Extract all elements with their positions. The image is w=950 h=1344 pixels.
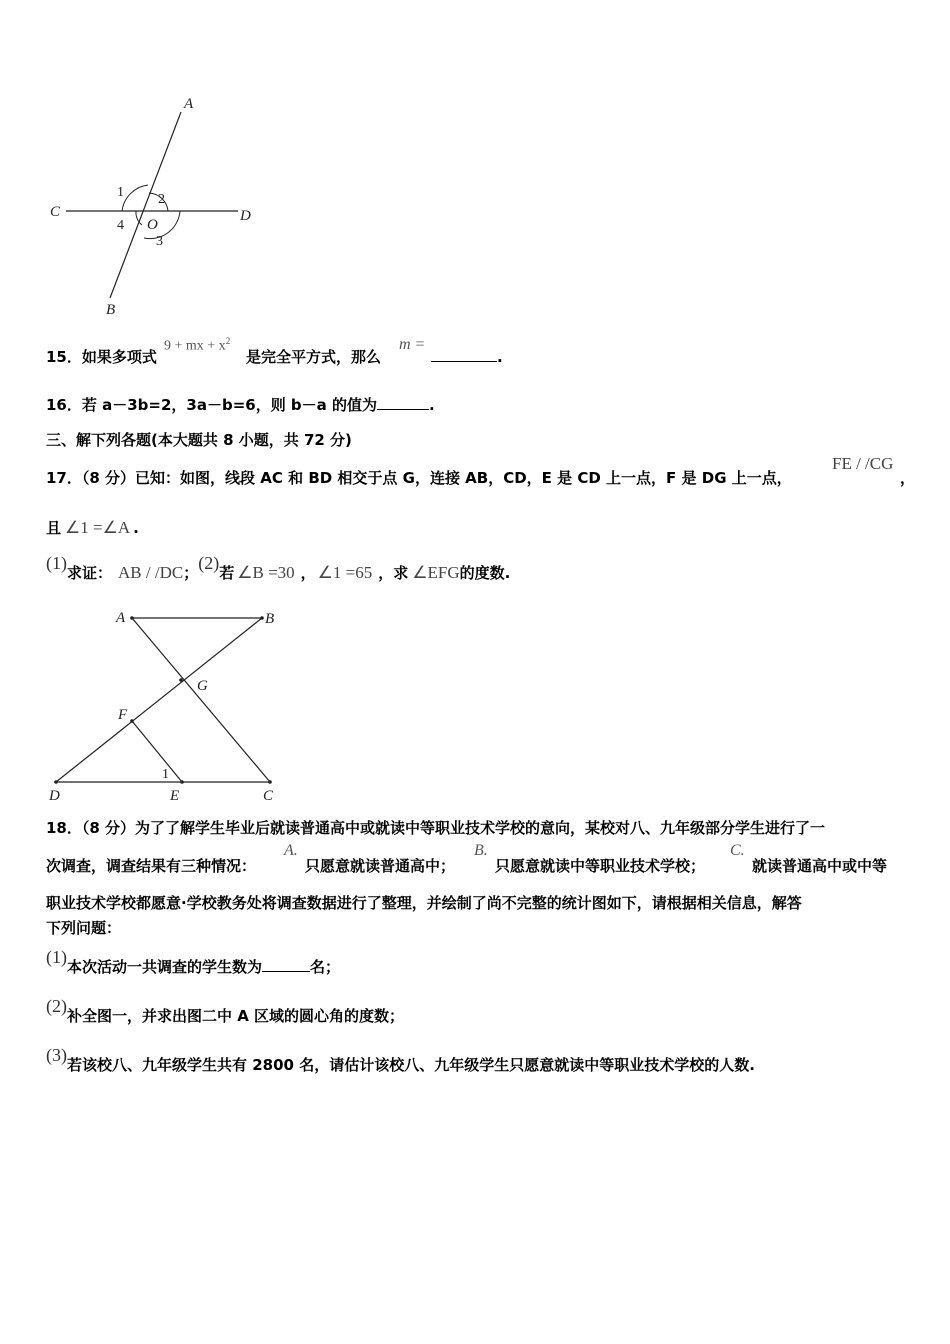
point-b: [260, 616, 264, 620]
label-4: 4: [117, 218, 124, 233]
q15-end: .: [497, 348, 503, 366]
q15-expression: [164, 336, 230, 355]
segment-fe: [132, 721, 182, 782]
q15-blank[interactable]: [431, 347, 497, 362]
q18-s3-paren: (3): [46, 1045, 67, 1065]
figure-intersecting-lines: [40, 90, 270, 330]
q17-qie: 且: [46, 519, 62, 537]
figure-crossing-segments: [40, 605, 300, 805]
q17-dot: .: [133, 519, 139, 537]
q17-angle-efg: ∠EFG: [412, 563, 460, 582]
question-18-line1: 18．（8 分）为了了解学生毕业后就读普通高中或就读中等职业技术学校的意向，某校对八、九年级部分学生进行了一: [46, 819, 826, 837]
q18-opt-b-text: 只愿意就读中等职业技术学校；: [495, 857, 706, 875]
q17-prove-expr: AB / /DC: [118, 563, 184, 582]
question-15: [46, 347, 157, 367]
q18-sub1: [46, 947, 341, 977]
q18-line4: 下列问题：: [46, 919, 122, 937]
q17-semi: ；: [183, 564, 199, 582]
q17-angle-b: ∠B =30: [237, 563, 295, 582]
q17-comma3: ，求: [378, 564, 409, 582]
q18-s1-end: 名；: [310, 958, 341, 976]
segment-ac: [132, 618, 270, 782]
label-g: G: [197, 678, 208, 694]
q18-s1-blank[interactable]: [262, 957, 310, 972]
q18-opt-c: C.: [730, 842, 745, 859]
q15-answer: [431, 347, 503, 367]
point-c: [268, 780, 272, 784]
q18-opt-b: B.: [474, 842, 488, 859]
label-a: A: [116, 610, 126, 626]
label-d: D: [49, 788, 60, 804]
q18-sub2: [46, 996, 405, 1026]
q18-opt-a-text: 只愿意就读普通高中；: [305, 857, 456, 875]
label-1: 1: [162, 767, 169, 782]
section-3-heading: 三、解下列各题(本大题共 8 小题，共 72 分): [46, 431, 352, 449]
label-2: 2: [158, 192, 165, 207]
segment-bd: [56, 618, 262, 782]
q17-tail: 的度数.: [459, 564, 511, 582]
point-a: [130, 616, 134, 620]
question-16: [46, 395, 435, 415]
label-1: 1: [117, 185, 124, 200]
q16-blank[interactable]: [377, 395, 429, 410]
question-17-line1: 17．（8 分）已知：如图，线段 AC 和 BD 相交于点 G，连接 AB，CD，E 是 CD 上一点，F 是 DG 上一点，: [46, 469, 792, 487]
q18-sub3: [46, 1045, 755, 1075]
q17-line2: [46, 518, 139, 538]
q16-text: 16．若 a－3b=2，3a－b=6，则 b－a 的值为: [46, 396, 378, 414]
line-ab: [110, 112, 181, 298]
q15-mid: 是完全平方式，那么: [246, 348, 382, 366]
label-o: O: [147, 217, 158, 233]
q18-s2-paren: (2): [46, 996, 67, 1016]
q17-parallel: FE / /CG: [832, 454, 894, 473]
q18-s1-paren: (1): [46, 947, 67, 967]
point-e: [180, 780, 184, 784]
point-f: [130, 719, 134, 723]
q18-opt-c-text: 就读普通高中或中等: [752, 857, 888, 875]
label-d: D: [240, 208, 251, 224]
q17-comma2: ，: [300, 564, 316, 582]
label-f: F: [118, 707, 128, 723]
q15-number: 15．: [46, 348, 82, 366]
point-g: [179, 678, 183, 682]
q18-opt-a: A.: [284, 842, 298, 859]
q16-end: .: [429, 396, 435, 414]
q17-p1: (1): [46, 553, 67, 573]
q17-p2: (2): [198, 553, 220, 573]
q17-comma: ，: [900, 469, 916, 487]
q18-line3: 职业技术学校都愿意·学校教务处将调查数据进行了整理，并绘制了尚不完整的统计图如下，请根据相关信息，解答: [46, 894, 802, 912]
q15-expr: 9 + mx + x: [164, 338, 226, 354]
q15-m: m =: [399, 336, 426, 353]
q15-sup: 2: [225, 336, 231, 346]
q17-line3: [46, 553, 511, 583]
label-c: C: [263, 788, 274, 804]
point-d: [54, 780, 58, 784]
q18-s1-text: 本次活动一共调查的学生数为: [67, 958, 263, 976]
q17-prove: 求证：: [67, 564, 113, 582]
label-3: 3: [156, 234, 163, 249]
label-e: E: [170, 788, 180, 804]
q18-line2: 次调查，调查结果有三种情况：: [46, 857, 257, 875]
label-b: B: [265, 611, 275, 627]
label-c: C: [50, 204, 61, 220]
label-a: A: [184, 96, 194, 112]
q18-s2-text: 补全图一，并求出图二中 A 区域的圆心角的度数；: [67, 1007, 405, 1025]
q17-angle-cond: ∠1 =∠A: [65, 518, 131, 537]
q15-pre: 如果多项式: [81, 348, 157, 366]
q18-s3-text: 若该校八、九年级学生共有 2800 名，请估计该校八、九年级学生只愿意就读中等职业技术学校的人数.: [67, 1056, 755, 1074]
label-b: B: [106, 302, 116, 318]
q17-angle-1: ∠1 =65: [317, 563, 373, 582]
q17-if: 若: [219, 564, 235, 582]
